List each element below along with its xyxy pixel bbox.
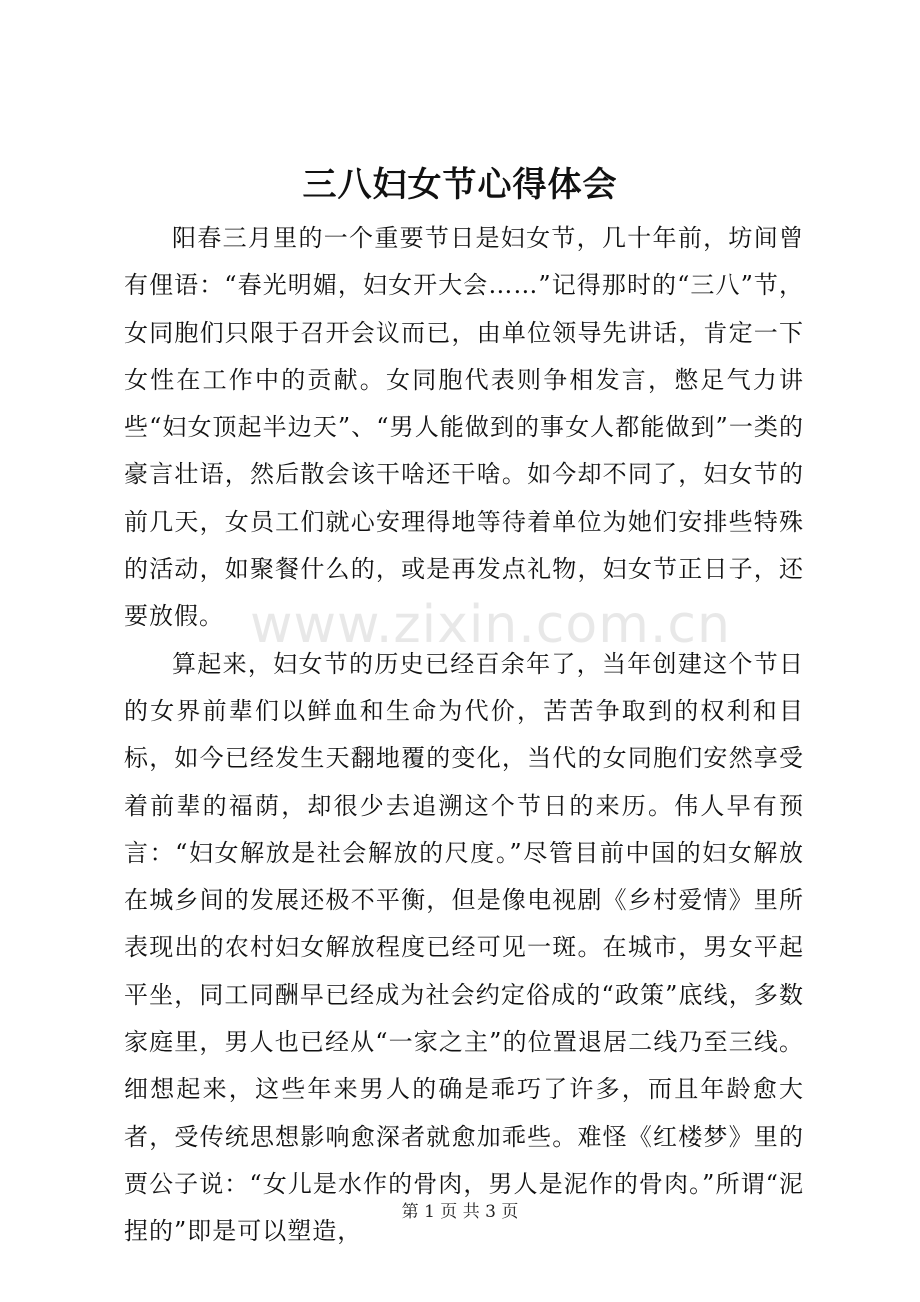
- page-footer: 第 1 页 共 3 页: [401, 1202, 519, 1222]
- document-body: [124, 215, 804, 1256]
- document-title: 三八妇女节心得体会: [302, 165, 618, 205]
- paragraph-1: 阳春三月里的一个重要节日是妇女节，几十年前，坊间曾有俚语：“春光明媚，妇女开大会……”记得那时的“三八”节，女同胞们只限于召开会议而已，由单位领导先讲话，肯定一下女性在工作中的贡献。女同胞代表则争相发言，憋足气力讲些“妇女顶起半边天”、“男人能做到的事女人都能做到”一类的豪言壮语，然后散会该干啥还干啥。如今却不同了，妇女节的前几天，女员工们就心安理得地等待着单位为她们安排些特殊的活动，如聚餐什么的，或是再发点礼物，妇女节正日子，还要放假。: [124, 224, 804, 631]
- paragraph-2: 算起来，妇女节的历史已经百余年了，当年创建这个节日的女界前辈们以鲜血和生命为代价，苦苦争取到的权利和目标，如今已经发生天翻地覆的变化，当代的女同胞们安然享受着前辈的福荫，却很少去追溯这个节日的来历。伟人早有预言：“妇女解放是社会解放的尺度。”尽管目前中国的妇女解放在城乡间的发展还极不平衡，但是像电视剧《乡村爱情》里所表现出的农村妇女解放程度已经可见一斑。在城市，男女平起平坐，同工同酬早已经成为社会约定俗成的“政策”底线，多数家庭里，男人也已经从“一家之主”的位置退居二线乃至三线。细想起来，这些年来男人的确是乖巧了许多，而且年龄愈大者，受传统思想影响愈深者就愈加乖些。难怪《红楼梦》里的贾公子说：“女儿是水作的骨肉，男人是泥作的骨肉。”所谓“泥捏的”即是可以塑造，: [124, 649, 804, 1246]
- watermark-text: www.zixin.com.cn: [250, 595, 731, 655]
